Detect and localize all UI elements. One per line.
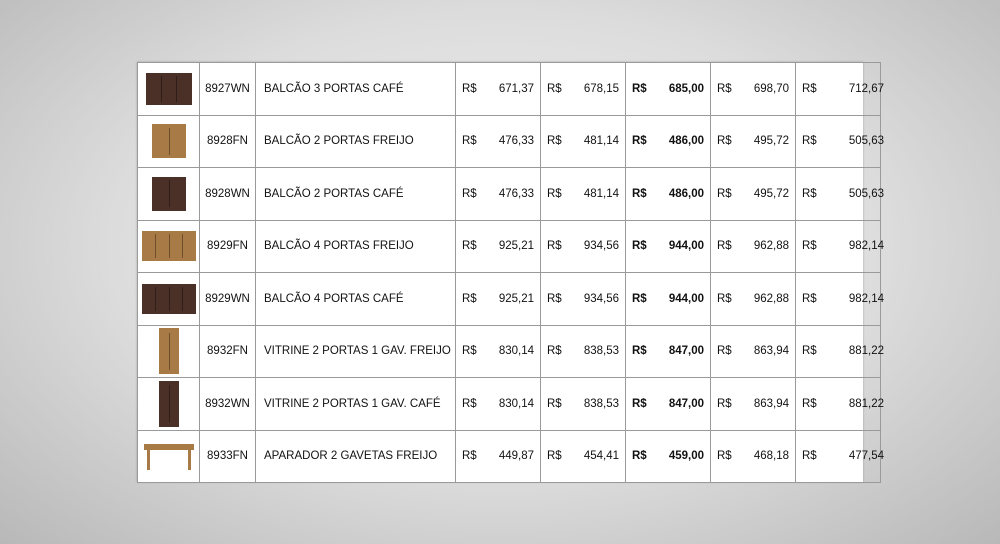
price-cell bbox=[796, 115, 884, 168]
price-value: 671,37 bbox=[498, 82, 534, 95]
currency-label: R$ bbox=[462, 135, 477, 148]
currency-label: R$ bbox=[547, 292, 562, 305]
price-value: 925,21 bbox=[498, 240, 534, 253]
price-value: 486,00 bbox=[668, 187, 704, 200]
price-cell bbox=[711, 325, 796, 378]
price-cell bbox=[541, 273, 626, 326]
price-value: 934,56 bbox=[583, 292, 619, 305]
price-cell bbox=[796, 273, 884, 326]
balcao-4-portas-cafe-icon bbox=[142, 284, 196, 314]
balcao-3-portas-cafe-icon bbox=[146, 73, 192, 105]
product-image-cell bbox=[138, 430, 200, 483]
product-description: BALCÃO 4 PORTAS CAFÉ bbox=[256, 273, 456, 326]
price-cell bbox=[456, 168, 541, 221]
price-value: 982,14 bbox=[848, 292, 884, 305]
product-code: 8927WN bbox=[200, 63, 256, 116]
price-cell bbox=[456, 378, 541, 431]
price-value: 830,14 bbox=[498, 345, 534, 358]
currency-label: R$ bbox=[717, 450, 732, 463]
currency-label: R$ bbox=[717, 292, 732, 305]
aparador-freijo-icon bbox=[143, 441, 195, 471]
price-cell bbox=[796, 168, 884, 221]
product-code: 8928WN bbox=[200, 168, 256, 221]
price-value: 495,72 bbox=[753, 135, 789, 148]
product-image-cell bbox=[138, 273, 200, 326]
price-value: 881,22 bbox=[848, 345, 884, 358]
price-cell-highlighted bbox=[626, 115, 711, 168]
currency-label: R$ bbox=[632, 292, 647, 305]
product-image-cell bbox=[138, 63, 200, 116]
vitrine-freijo-icon bbox=[159, 328, 179, 374]
table-row bbox=[138, 115, 881, 168]
price-value: 838,53 bbox=[583, 345, 619, 358]
product-code: 8933FN bbox=[200, 430, 256, 483]
product-code: 8929FN bbox=[200, 220, 256, 273]
price-cell bbox=[711, 378, 796, 431]
price-value: 863,94 bbox=[753, 397, 789, 410]
currency-label: R$ bbox=[632, 135, 647, 148]
price-value: 454,41 bbox=[583, 450, 619, 463]
price-value: 982,14 bbox=[848, 240, 884, 253]
price-value: 962,88 bbox=[753, 292, 789, 305]
currency-label: R$ bbox=[632, 240, 647, 253]
price-value: 685,00 bbox=[668, 82, 704, 95]
price-value: 505,63 bbox=[848, 135, 884, 148]
price-cell bbox=[796, 430, 884, 483]
currency-label: R$ bbox=[547, 240, 562, 253]
vitrine-cafe-icon bbox=[159, 381, 179, 427]
price-value: 477,54 bbox=[848, 450, 884, 463]
price-cell-highlighted bbox=[626, 220, 711, 273]
product-image-cell bbox=[138, 378, 200, 431]
currency-label: R$ bbox=[462, 240, 477, 253]
price-cell bbox=[711, 115, 796, 168]
price-cell bbox=[541, 115, 626, 168]
balcao-2-portas-freijo-icon bbox=[152, 124, 186, 158]
currency-label: R$ bbox=[802, 187, 817, 200]
aparador-freijo-drawing bbox=[143, 441, 195, 471]
product-description: BALCÃO 2 PORTAS FREIJO bbox=[256, 115, 456, 168]
currency-label: R$ bbox=[802, 240, 817, 253]
price-value: 481,14 bbox=[583, 135, 619, 148]
price-cell bbox=[456, 430, 541, 483]
currency-label: R$ bbox=[717, 397, 732, 410]
price-value: 449,87 bbox=[498, 450, 534, 463]
table-row bbox=[138, 273, 881, 326]
price-cell bbox=[541, 325, 626, 378]
price-value: 962,88 bbox=[753, 240, 789, 253]
currency-label: R$ bbox=[632, 450, 647, 463]
price-cell bbox=[796, 220, 884, 273]
price-cell bbox=[456, 63, 541, 116]
product-image-cell bbox=[138, 115, 200, 168]
currency-label: R$ bbox=[547, 345, 562, 358]
price-cell-highlighted bbox=[626, 273, 711, 326]
price-cell bbox=[456, 325, 541, 378]
currency-label: R$ bbox=[717, 82, 732, 95]
price-value: 830,14 bbox=[498, 397, 534, 410]
product-description: BALCÃO 2 PORTAS CAFÉ bbox=[256, 168, 456, 221]
currency-label: R$ bbox=[802, 397, 817, 410]
price-cell bbox=[456, 115, 541, 168]
price-cell bbox=[541, 430, 626, 483]
price-value: 476,33 bbox=[498, 187, 534, 200]
currency-label: R$ bbox=[547, 135, 562, 148]
currency-label: R$ bbox=[802, 450, 817, 463]
currency-label: R$ bbox=[462, 450, 477, 463]
price-value: 698,70 bbox=[753, 82, 789, 95]
price-value: 495,72 bbox=[753, 187, 789, 200]
product-image-cell bbox=[138, 220, 200, 273]
price-cell-highlighted bbox=[626, 325, 711, 378]
table-row bbox=[138, 325, 881, 378]
price-cell bbox=[796, 325, 884, 378]
price-value: 944,00 bbox=[668, 292, 704, 305]
table-row bbox=[138, 168, 881, 221]
product-description: BALCÃO 3 PORTAS CAFÉ bbox=[256, 63, 456, 116]
currency-label: R$ bbox=[462, 82, 477, 95]
price-value: 505,63 bbox=[848, 187, 884, 200]
currency-label: R$ bbox=[717, 187, 732, 200]
table-row bbox=[138, 430, 881, 483]
currency-label: R$ bbox=[717, 135, 732, 148]
price-sheet bbox=[137, 62, 884, 482]
currency-label: R$ bbox=[802, 82, 817, 95]
price-cell bbox=[711, 220, 796, 273]
table-row bbox=[138, 378, 881, 431]
price-cell bbox=[541, 63, 626, 116]
price-value: 847,00 bbox=[668, 397, 704, 410]
currency-label: R$ bbox=[717, 240, 732, 253]
currency-label: R$ bbox=[632, 345, 647, 358]
price-cell bbox=[711, 273, 796, 326]
price-value: 863,94 bbox=[753, 345, 789, 358]
product-description: VITRINE 2 PORTAS 1 GAV. FREIJO bbox=[256, 325, 456, 378]
price-cell bbox=[456, 273, 541, 326]
price-cell bbox=[796, 63, 884, 116]
product-description: BALCÃO 4 PORTAS FREIJO bbox=[256, 220, 456, 273]
price-value: 486,00 bbox=[668, 135, 704, 148]
price-cell-highlighted bbox=[626, 168, 711, 221]
currency-label: R$ bbox=[632, 82, 647, 95]
table-row bbox=[138, 63, 881, 116]
balcao-4-portas-freijo-icon bbox=[142, 231, 196, 261]
price-value: 459,00 bbox=[668, 450, 704, 463]
product-description: VITRINE 2 PORTAS 1 GAV. CAFÉ bbox=[256, 378, 456, 431]
currency-label: R$ bbox=[632, 397, 647, 410]
currency-label: R$ bbox=[462, 397, 477, 410]
currency-label: R$ bbox=[547, 82, 562, 95]
price-cell bbox=[796, 378, 884, 431]
product-image-cell bbox=[138, 325, 200, 378]
balcao-2-portas-cafe-icon bbox=[152, 177, 186, 211]
price-value: 468,18 bbox=[753, 450, 789, 463]
price-cell bbox=[711, 430, 796, 483]
product-code: 8932WN bbox=[200, 378, 256, 431]
price-value: 678,15 bbox=[583, 82, 619, 95]
price-cell bbox=[541, 378, 626, 431]
currency-label: R$ bbox=[462, 292, 477, 305]
currency-label: R$ bbox=[802, 292, 817, 305]
product-code: 8932FN bbox=[200, 325, 256, 378]
currency-label: R$ bbox=[632, 187, 647, 200]
price-cell bbox=[711, 168, 796, 221]
price-value: 944,00 bbox=[668, 240, 704, 253]
price-value: 481,14 bbox=[583, 187, 619, 200]
currency-label: R$ bbox=[547, 397, 562, 410]
currency-label: R$ bbox=[462, 187, 477, 200]
currency-label: R$ bbox=[547, 187, 562, 200]
table-row bbox=[138, 220, 881, 273]
price-cell-highlighted bbox=[626, 430, 711, 483]
price-table bbox=[137, 62, 884, 483]
product-description: APARADOR 2 GAVETAS FREIJO bbox=[256, 430, 456, 483]
price-value: 934,56 bbox=[583, 240, 619, 253]
price-value: 925,21 bbox=[498, 292, 534, 305]
price-cell-highlighted bbox=[626, 63, 711, 116]
price-value: 476,33 bbox=[498, 135, 534, 148]
price-value: 881,22 bbox=[848, 397, 884, 410]
price-value: 847,00 bbox=[668, 345, 704, 358]
currency-label: R$ bbox=[462, 345, 477, 358]
price-cell bbox=[456, 220, 541, 273]
price-value: 838,53 bbox=[583, 397, 619, 410]
currency-label: R$ bbox=[547, 450, 562, 463]
product-code: 8928FN bbox=[200, 115, 256, 168]
price-cell bbox=[541, 220, 626, 273]
price-cell bbox=[711, 63, 796, 116]
product-image-cell bbox=[138, 168, 200, 221]
product-code: 8929WN bbox=[200, 273, 256, 326]
price-value: 712,67 bbox=[848, 82, 884, 95]
currency-label: R$ bbox=[802, 135, 817, 148]
currency-label: R$ bbox=[802, 345, 817, 358]
price-cell-highlighted bbox=[626, 378, 711, 431]
price-cell bbox=[541, 168, 626, 221]
currency-label: R$ bbox=[717, 345, 732, 358]
